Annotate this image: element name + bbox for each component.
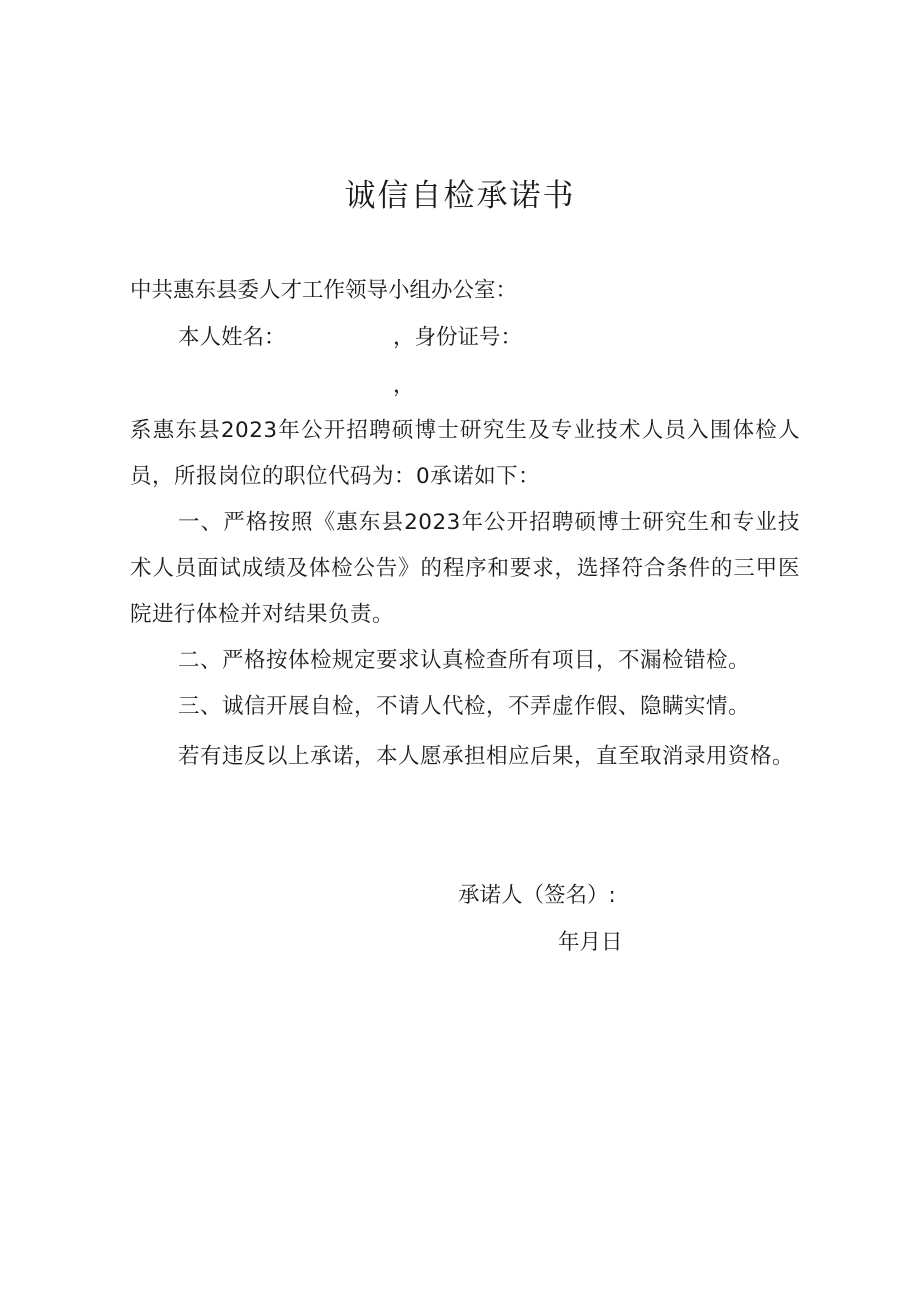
commitment-item-2: 二、严格按体检规定要求认真检查所有项目，不漏检错检。 bbox=[178, 648, 751, 673]
document-title: 诚信自检承诺书 bbox=[344, 178, 576, 214]
name-label: 本人姓名： bbox=[178, 325, 286, 350]
commitment-item-3: 三、诚信开展自检，不请人代检，不弄虚作假、隐瞒实情。 bbox=[178, 694, 751, 719]
intro-paragraph: 系惠东县2023年公开招聘硕博士研究生及专业技术人员入围体检人员，所报岗位的职位代码为：0承诺如下： bbox=[130, 418, 800, 489]
id-number-label: ，身份证号： bbox=[393, 325, 523, 350]
signature-label: 承诺人（签名）: bbox=[458, 883, 616, 908]
violation-clause: 若有违反以上承诺，本人愿承担相应后果，直至取消录用资格。 bbox=[178, 744, 795, 769]
id-number-separator: ， bbox=[393, 373, 415, 398]
commitment-item-1: 一、严格按照《惠东县2023年公开招聘硕博士研究生和专业技术人员面试成绩及体检公告》的程序和要求，选择符合条件的三甲医院进行体检并对结果负责。 bbox=[130, 510, 800, 627]
date-label: 年月日 bbox=[558, 930, 623, 955]
addressee: 中共惠东县委人才工作领导小组办公室： bbox=[130, 278, 518, 303]
